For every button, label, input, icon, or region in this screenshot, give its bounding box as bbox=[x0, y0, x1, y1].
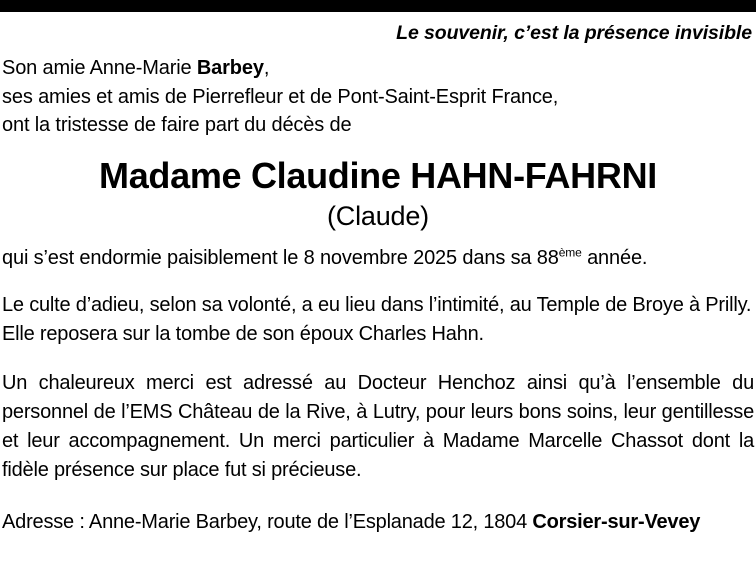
intro-block bbox=[2, 54, 754, 139]
address-line bbox=[2, 509, 754, 536]
intro-line-1 bbox=[2, 54, 754, 82]
death-date-ordinal-suffix: ème bbox=[558, 245, 582, 260]
epigraph-text: Le souvenir, c’est la présence invisible bbox=[396, 22, 752, 44]
notice-content bbox=[0, 12, 756, 536]
intro-line-1-bold: Barbey bbox=[196, 57, 264, 80]
deceased-name: Madame Claudine HAHN-FAHRNI bbox=[99, 154, 657, 196]
address-city: Corsier-sur-Vevey bbox=[532, 511, 701, 534]
death-date-prefix: qui s’est endormie paisiblement le 8 novembre 2025 dans sa 88 bbox=[2, 247, 559, 270]
death-date-line bbox=[2, 245, 754, 271]
intro-line-1-suffix: , bbox=[263, 57, 270, 80]
address-prefix: Adresse : Anne-Marie Barbey, route de l’Esplanade 12, 1804 bbox=[2, 511, 533, 534]
deceased-alias: (Claude) bbox=[327, 201, 429, 232]
intro-line-2: ses amies et amis de Pierrefleur et de Pont-Saint-Esprit France, bbox=[2, 85, 559, 108]
intro-line-3: ont la tristesse de faire part du décès de bbox=[2, 114, 352, 137]
thanks-paragraph: Un chaleureux merci est adressé au Docteur Henchoz ainsi qu’à l’ensemble du personnel de l’EMS Château de la Rive, à Lutry, pour leurs bons soins, leur gentillesse et leur accompagnement. Un merci particulier à Madame Marcelle Chassot dont la fidèle présence sur place fut si précieuse. bbox=[2, 372, 754, 482]
intro-line-1-prefix: Son amie Anne-Marie bbox=[2, 57, 197, 80]
farewell-paragraph: Le culte d’adieu, selon sa volonté, a eu lieu dans l’intimité, au Temple de Broye à Prilly. Elle reposera sur la tombe de son époux Charles Hahn. bbox=[2, 294, 752, 346]
death-date-suffix: année. bbox=[581, 247, 648, 270]
top-black-bar bbox=[0, 0, 756, 12]
